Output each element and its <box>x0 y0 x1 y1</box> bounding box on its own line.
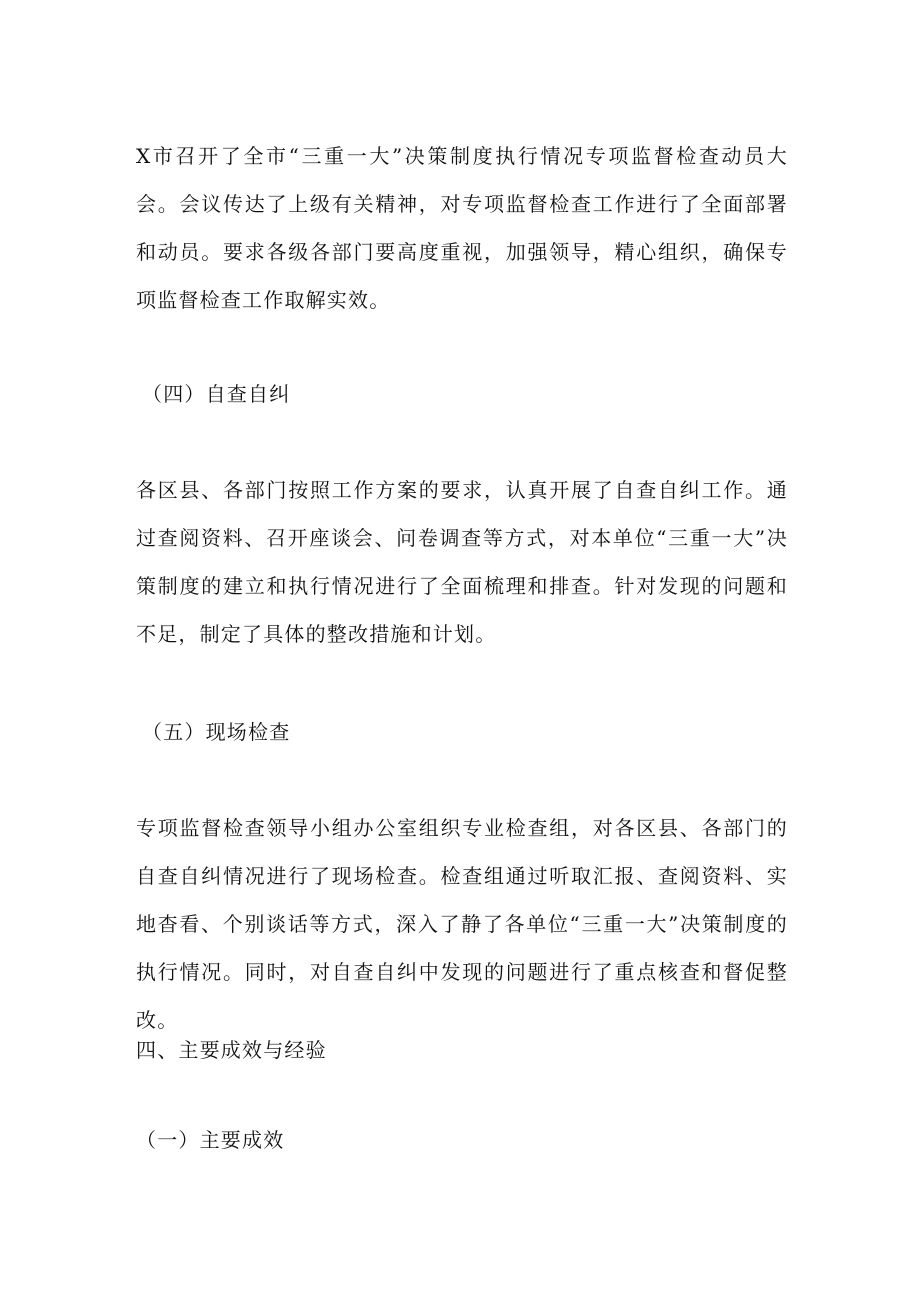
heading-main-results: （一）主要成效 <box>136 1128 285 1152</box>
heading-results-and-experience: 四、主要成效与经验 <box>136 1038 327 1062</box>
paragraph-mobilization-meeting: X市召开了全市“三重一大”决策制度执行情况专项监督检查动员大会。会议传达了上级有关精神，对专项监督检查工作进行了全面部署和动员。要求各级各部门要高度重视，加强领导，精心组织，确保专项监督检查工作取解实效。 <box>136 144 788 312</box>
heading-self-check: （四）自查自纠 <box>142 382 291 406</box>
paragraph-self-check: 各区县、各部门按照工作方案的要求，认真开展了自查自纠工作。通过查阅资料、召开座谈会、问卷调查等方式，对本单位“三重一大”决策制度的建立和执行情况进行了全面梳理和排查。针对发现的问题和不足，制定了具体的整改措施和计划。 <box>136 478 788 646</box>
paragraph-onsite-inspection: 专项监督检查领导小组办公室组织专业检查组，对各区县、各部门的自查自纠情况进行了现场检查。检查组通过听取汇报、查阅资料、实地杳看、个别谈话等方式，深入了静了各单位“三重一大”决策制度的执行情况。同时，对自查自纠中发现的问题进行了重点核查和督促整改。 <box>136 816 788 1032</box>
heading-onsite-inspection: （五）现场检查 <box>142 720 291 744</box>
